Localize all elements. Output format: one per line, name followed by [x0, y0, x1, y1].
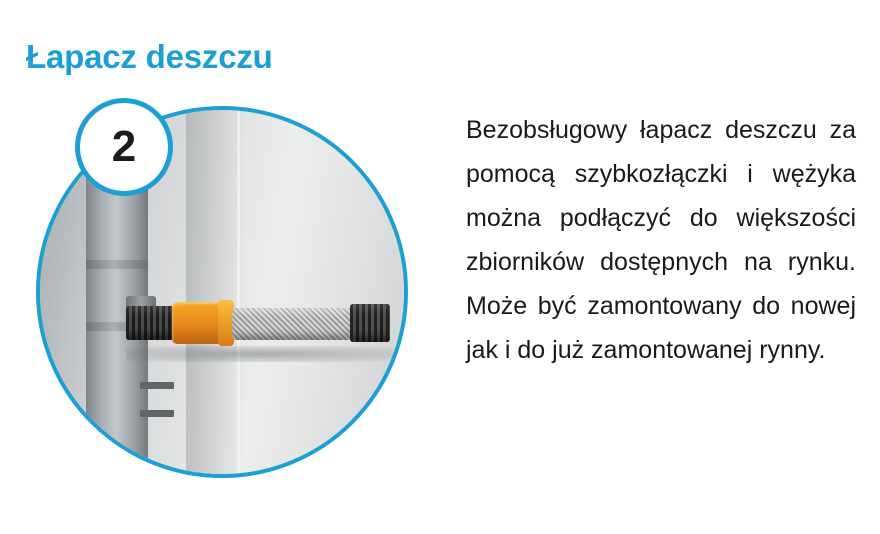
corrugated-fitting-left: [126, 306, 174, 340]
description-paragraph: Bezobsługowy łapacz deszczu za pomocą szybkozłączki i wężyka można podłączyć do większości zbiorników dostępnych na rynku. Może być zamontowany do nowej jak i do już zamontowanej rynny.: [466, 116, 856, 364]
wall-shadow: [186, 110, 244, 474]
braided-hose: [232, 308, 352, 340]
pipe-bracket: [140, 410, 174, 417]
figure-photo: [36, 106, 416, 486]
wall-edge: [237, 110, 240, 474]
step-badge: [75, 98, 173, 196]
step-number: 2: [111, 122, 137, 171]
pipe-bracket: [140, 382, 174, 389]
hose-assembly: [126, 300, 396, 346]
description-text: [466, 108, 856, 372]
corrugated-fitting-right: [350, 304, 390, 342]
hose-shadow: [126, 346, 394, 362]
downpipe-band: [86, 260, 148, 269]
page-title: Łapacz deszczu: [26, 38, 273, 76]
